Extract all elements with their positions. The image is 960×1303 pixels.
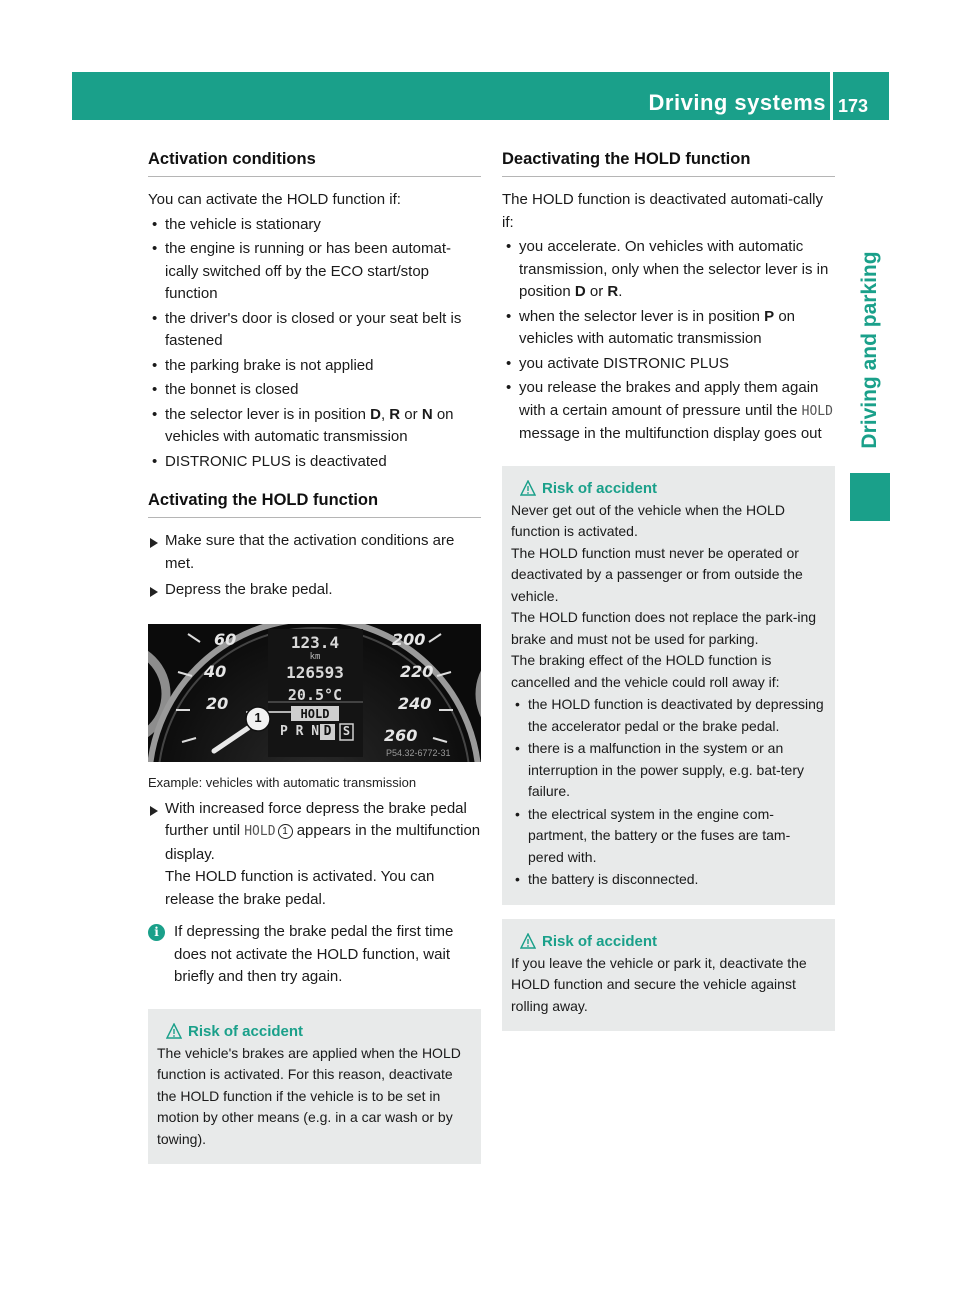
arrow-icon (150, 587, 158, 597)
warning-title: Risk of accident (511, 478, 826, 500)
activating-heading: Activating the HOLD function (148, 491, 481, 518)
warning-triangle-icon (520, 480, 536, 496)
list-item: • there is a malfunction in the system or an interruption in the power supply, e.g. bat-tery failure. (511, 738, 826, 803)
warning-paragraph: The braking effect of the HOLD function is cancelled and the vehicle could roll away if: (511, 652, 780, 690)
list-item: • the driver's door is closed or your seat belt is fastened (148, 308, 481, 353)
info-icon: i (148, 924, 165, 941)
warning-paragraph: The HOLD function does not replace the park-ing brake and must not be used for parking. (511, 609, 817, 647)
deactivating-intro: The HOLD function is deactivated automati-cally if: (502, 191, 823, 231)
callout-1: 1 (254, 709, 262, 725)
instrument-cluster-image (148, 624, 481, 762)
speed-label: 40 (204, 661, 227, 681)
step-item: Depress the brake pedal. (148, 579, 481, 602)
speed-label: 260 (384, 725, 418, 745)
list-item: • the parking brake is not applied (148, 355, 481, 378)
speed-label: 220 (400, 661, 434, 681)
activating-steps (148, 530, 481, 602)
image-reference-code: P54.32-6772-31 (386, 747, 451, 758)
arrow-icon (150, 806, 158, 816)
page-number: 173 (838, 96, 869, 116)
warning-text: The vehicle's brakes are applied when the HOLD function is activated. For this reason, deactivate the HOLD function if the vehicle is to be set in motion by other means (e.g. in a car wash or by towing). (157, 1044, 461, 1147)
right-column (502, 150, 835, 1031)
list-item: • the battery is disconnected. (511, 869, 826, 891)
list-item: • DISTRONIC PLUS is deactivated (148, 451, 481, 474)
speed-label: 60 (214, 629, 237, 649)
warning-title: Risk of accident (157, 1021, 472, 1043)
speed-label: 240 (398, 693, 432, 713)
outside-temperature: 20.5°C (287, 685, 343, 704)
list-item: • the engine is running or has been automat-ically switched off by the ECO start/stop function (148, 238, 481, 306)
list-item: • the bonnet is closed (148, 379, 481, 402)
section-title: Driving systems (648, 90, 826, 115)
speed-label: 200 (392, 629, 426, 649)
side-tab-label: Driving and parking (858, 251, 881, 449)
list-item-selector: • the selector lever is in position D, R or N on vehicles with automatic transmission (148, 404, 481, 449)
step-item: Make sure that the activation conditions are met. (148, 530, 481, 575)
warning-box (148, 1009, 481, 1165)
step-item: With increased force depress the brake pedal further until HOLD 1 appears in the multifunction display. The HOLD function is activated. You can release the brake pedal. (148, 798, 481, 912)
activation-intro: You can activate the HOLD function if: (148, 191, 401, 208)
callout-1-icon: 1 (278, 824, 293, 839)
speed-label: 20 (206, 693, 229, 713)
list-item: • the HOLD function is deactivated by depressing the accelerator pedal or the brake pedal. (511, 694, 826, 737)
warning-triangle-icon (520, 933, 536, 949)
list-item: • you accelerate. On vehicles with automatic transmission, only when the selector lever is in position D or R. (502, 236, 835, 304)
list-item: • you activate DISTRONIC PLUS (502, 353, 835, 376)
activation-conditions-list (148, 214, 481, 474)
deactivation-list (502, 236, 835, 446)
side-tab-marker (850, 473, 890, 521)
gear-indicator: P R N (280, 723, 320, 739)
deactivating-heading: Deactivating the HOLD function (502, 150, 835, 177)
gear-sport: S (342, 723, 351, 738)
warning-list (511, 694, 826, 891)
warning-box (502, 466, 835, 905)
header-divider (830, 72, 833, 120)
odometer-unit: km (309, 651, 321, 662)
arrow-icon (150, 538, 158, 548)
warning-triangle-icon (166, 1023, 182, 1039)
info-note: i If depressing the brake pedal the first time does not activate the HOLD function, wait briefly and then try again. (148, 921, 481, 989)
image-caption: Example: vehicles with automatic transmission (148, 774, 417, 790)
left-column (148, 150, 481, 1164)
warning-title: Risk of accident (511, 931, 826, 953)
hold-badge: HOLD (300, 706, 330, 721)
list-item: • you release the brakes and apply them again with a certain amount of pressure until the HOLD message in the multifunction display goes out (502, 377, 835, 446)
activating-steps-continued (148, 798, 481, 912)
warning-box (502, 919, 835, 1032)
list-item: • the electrical system in the engine com-partment, the battery or the fuses are tam-pered with. (511, 804, 826, 869)
trip-odometer: 123.4 (290, 632, 340, 652)
warning-text: If you leave the vehicle or park it, deactivate the HOLD function and secure the vehicle against rolling away. (511, 954, 807, 1014)
total-odometer: 126593 (286, 662, 344, 682)
gear-active: D (323, 723, 332, 739)
warning-paragraph: Never get out of the vehicle when the HOLD function is activated. (511, 501, 785, 539)
list-item: • when the selector lever is in position P on vehicles with automatic transmission (502, 306, 835, 351)
activation-conditions-heading: Activation conditions (148, 150, 481, 177)
warning-paragraph: The HOLD function must never be operated or deactivated by a passenger or from outside the vehicle. (511, 544, 803, 604)
list-item: • the vehicle is stationary (148, 214, 481, 237)
